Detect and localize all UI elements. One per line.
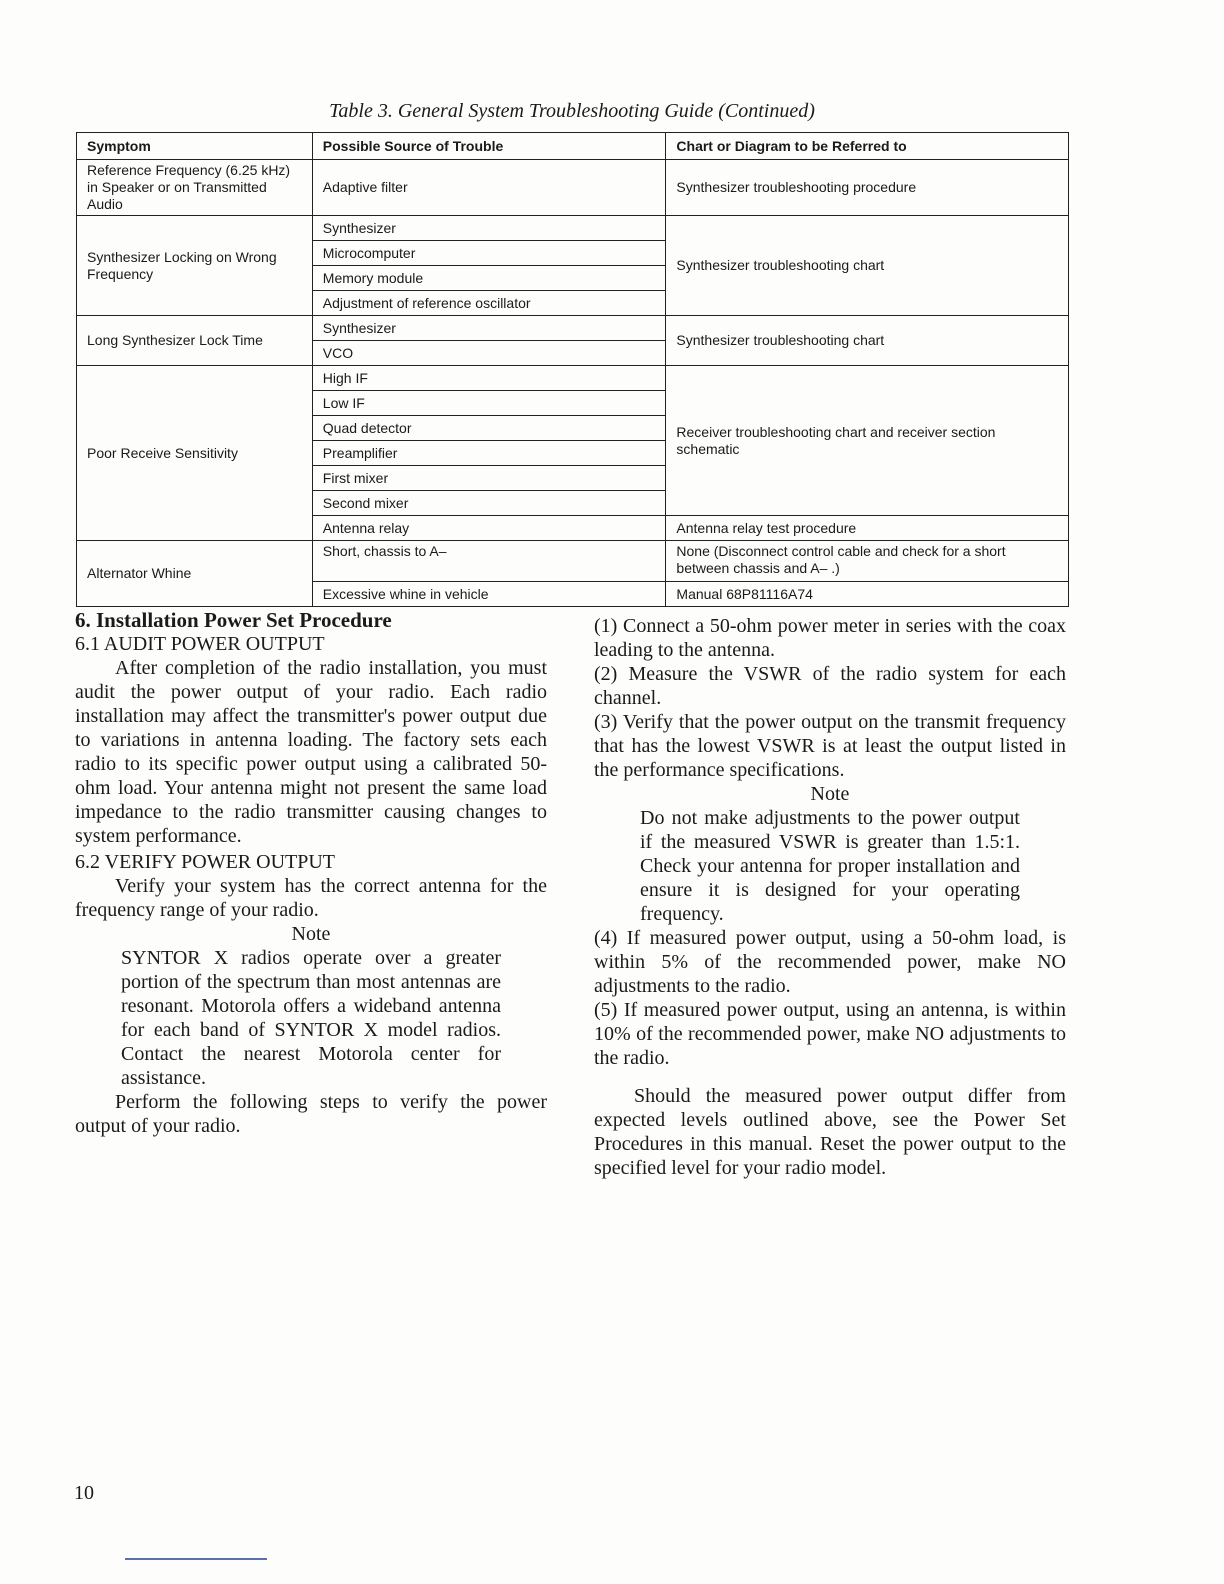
- source-cell: Synthesizer: [312, 216, 666, 241]
- bottom-rule: [125, 1558, 267, 1560]
- step-item: (2) Measure the VSWR of the radio system for each channel.: [594, 663, 1066, 709]
- source-cell: First mixer: [312, 466, 666, 491]
- symptom-cell: Synthesizer Locking on Wrong Frequency: [77, 216, 313, 316]
- header-source: Possible Source of Trouble: [312, 133, 666, 160]
- chart-cell: Synthesizer troubleshooting chart: [666, 216, 1069, 316]
- source-cell: Low IF: [312, 391, 666, 416]
- chart-cell: Receiver troubleshooting chart and receiver section schematic: [666, 366, 1069, 516]
- source-cell: Excessive whine in vehicle: [312, 582, 666, 607]
- note-title: Note: [810, 783, 850, 805]
- right-column: [594, 614, 1066, 1180]
- table-header-row: [77, 133, 1069, 160]
- table-row: [77, 366, 1069, 391]
- source-cell: Second mixer: [312, 491, 666, 516]
- note-title: Note: [291, 923, 331, 945]
- perform-paragraph: Perform the following steps to verify the power output of your radio.: [75, 1091, 547, 1137]
- note-body: SYNTOR X radios operate over a greater portion of the spectrum than most antennas are resonant. Motorola offers a wideband antenna for each band of SYNTOR X model radios. Contact the nearest Motorola center for assistance.: [121, 947, 501, 1089]
- verify-paragraph: Verify your system has the correct antenna for the frequency range of your radio.: [75, 875, 547, 921]
- troubleshooting-table: [76, 132, 1069, 607]
- table-row: [77, 541, 1069, 582]
- symptom-cell: Reference Frequency (6.25 kHz) in Speaker or on Transmitted Audio: [77, 160, 313, 216]
- chart-cell: Synthesizer troubleshooting chart: [666, 316, 1069, 366]
- page-number: 10: [74, 1482, 94, 1504]
- audit-paragraph: After completion of the radio installation, you must audit the power output of your radio. Each radio installation may affect the transmitter's power output due to variations in antenna loading. The factory sets each radio to its specific power output using a calibrated 50-ohm load. Your antenna might not present the same load impedance to the radio transmitter causing changes to system performance.: [75, 657, 547, 847]
- left-column: [75, 608, 547, 1138]
- source-cell: Adjustment of reference oscillator: [312, 291, 666, 316]
- symptom-cell: Poor Receive Sensitivity: [77, 366, 313, 541]
- source-cell: Preamplifier: [312, 441, 666, 466]
- step-item: (3) Verify that the power output on the transmit frequency that has the lowest VSWR is at least the output listed in the performance specifications.: [594, 711, 1066, 781]
- source-cell: Short, chassis to A–: [312, 541, 666, 582]
- source-cell: High IF: [312, 366, 666, 391]
- source-cell: Microcomputer: [312, 241, 666, 266]
- chart-cell: None (Disconnect control cable and check for a short between chassis and A– .): [666, 541, 1069, 582]
- chart-cell: Antenna relay test procedure: [666, 516, 1069, 541]
- step-item: (4) If measured power output, using a 50-ohm load, is within 5% of the recommended power, make NO adjustments to the radio.: [594, 927, 1066, 997]
- closing-paragraph: Should the measured power output differ from expected levels outlined above, see the Power Set Procedures in this manual. Reset the power output to the specified level for your radio model.: [594, 1085, 1066, 1179]
- section-heading: 6. Installation Power Set Procedure: [75, 608, 392, 632]
- table-row: [77, 216, 1069, 241]
- table-row: [77, 160, 1069, 216]
- subsection-heading-audit: 6.1 AUDIT POWER OUTPUT: [75, 633, 325, 655]
- source-cell: Synthesizer: [312, 316, 666, 341]
- source-cell: Antenna relay: [312, 516, 666, 541]
- subsection-heading-verify: 6.2 VERIFY POWER OUTPUT: [75, 851, 336, 873]
- source-cell: Memory module: [312, 266, 666, 291]
- note-body: Do not make adjustments to the power output if the measured VSWR is greater than 1.5:1. Check your antenna for proper installation and ensure it is designed for your operating frequency.: [640, 807, 1020, 925]
- table-row: [77, 316, 1069, 341]
- source-cell: VCO: [312, 341, 666, 366]
- header-chart: Chart or Diagram to be Referred to: [666, 133, 1069, 160]
- symptom-cell: Alternator Whine: [77, 541, 313, 607]
- step-item: (1) Connect a 50-ohm power meter in series with the coax leading to the antenna.: [594, 615, 1066, 661]
- chart-cell: Synthesizer troubleshooting procedure: [666, 160, 1069, 216]
- symptom-cell: Long Synthesizer Lock Time: [77, 316, 313, 366]
- source-cell: Adaptive filter: [312, 160, 666, 216]
- source-cell: Quad detector: [312, 416, 666, 441]
- step-item: (5) If measured power output, using an antenna, is within 10% of the recommended power, make NO adjustments to the radio.: [594, 999, 1066, 1069]
- table-caption: Table 3. General System Troubleshooting Guide (Continued): [329, 100, 815, 122]
- header-symptom: Symptom: [77, 133, 313, 160]
- chart-cell: Manual 68P81116A74: [666, 582, 1069, 607]
